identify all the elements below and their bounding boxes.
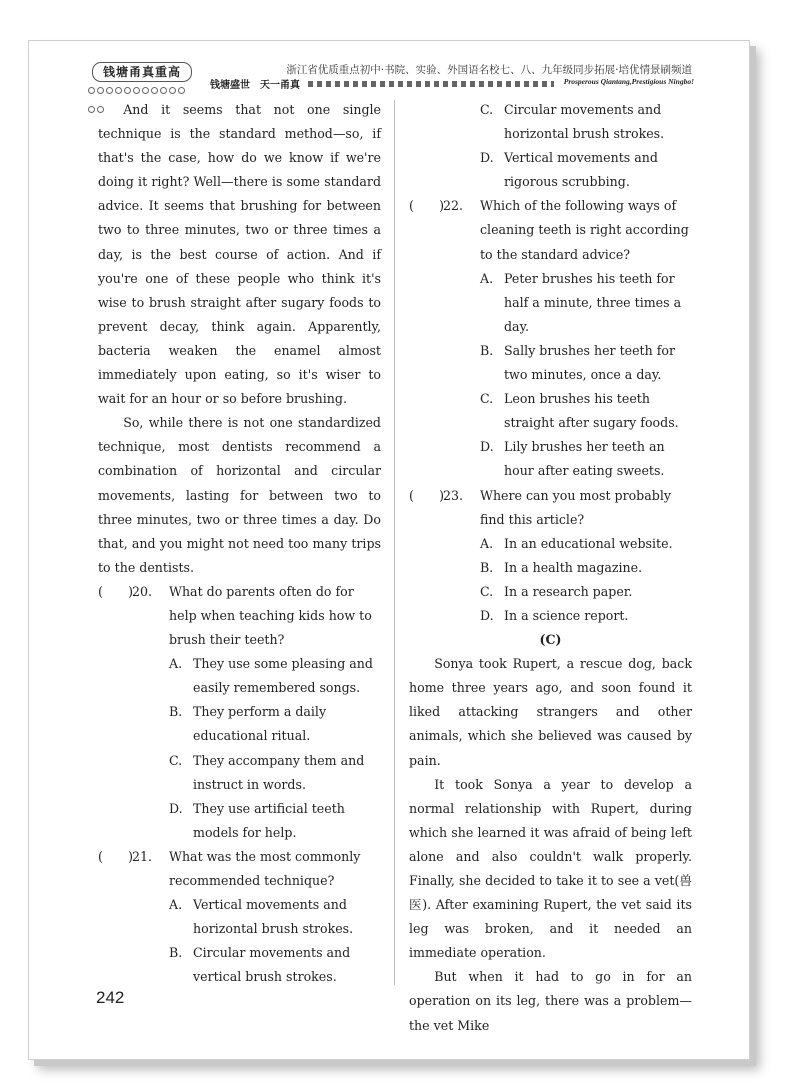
column-divider bbox=[394, 100, 395, 985]
option-text: In a science report. bbox=[504, 607, 629, 623]
option-text: In a research paper. bbox=[504, 583, 633, 599]
question-text: What do parents often do for help when teaching kids how to brush their teeth? bbox=[169, 583, 372, 648]
header-tagline: Prosperous Qiantang,Prestigious Ningbo! bbox=[563, 77, 694, 86]
option-letter: C. bbox=[480, 102, 494, 117]
option-text: Vertical movements and horizontal brush strokes. bbox=[193, 897, 354, 937]
option-letter: D. bbox=[169, 800, 183, 816]
option-text: They use some pleasing and easily remembered songs. bbox=[193, 656, 373, 696]
option bbox=[480, 435, 692, 483]
question-number: 22. bbox=[443, 198, 464, 214]
option bbox=[480, 604, 692, 628]
question-number: 23. bbox=[443, 487, 464, 503]
left-column bbox=[98, 98, 381, 989]
option bbox=[480, 532, 692, 556]
option-text: Vertical movements and rigorous scrubbing. bbox=[504, 150, 658, 190]
option bbox=[169, 893, 381, 941]
option bbox=[480, 339, 692, 387]
header-slogan: 钱塘盛世 天一甬真 bbox=[210, 80, 300, 91]
option bbox=[480, 267, 692, 339]
question-text: What was the most commonly recommended technique? bbox=[169, 848, 361, 888]
question-number: 21. bbox=[132, 848, 153, 864]
option bbox=[169, 749, 381, 797]
option-text: They perform a daily educational ritual. bbox=[193, 704, 327, 744]
question-22 bbox=[409, 194, 692, 266]
answer-blank[interactable]: ( ) bbox=[409, 198, 445, 214]
option-letter: A. bbox=[480, 535, 494, 551]
option-text: Leon brushes his teeth straight after sugary foods. bbox=[504, 391, 679, 431]
option-letter: A. bbox=[480, 270, 494, 286]
option-letter: D. bbox=[480, 150, 494, 166]
option-text: They use artificial teeth models for help. bbox=[193, 800, 345, 840]
option bbox=[480, 146, 692, 194]
option-letter: B. bbox=[169, 704, 183, 720]
option-letter: D. bbox=[480, 439, 494, 455]
option-letter: D. bbox=[480, 607, 494, 623]
brand-logo: 钱塘甬真重高 bbox=[92, 62, 192, 82]
option-letter: C. bbox=[480, 391, 494, 407]
question-20 bbox=[98, 580, 381, 652]
question-21 bbox=[98, 845, 381, 893]
answer-blank[interactable]: ( ) bbox=[409, 487, 445, 503]
question-23 bbox=[409, 484, 692, 532]
passage-paragraph: So, while there is not one standardized technique, most dentists recommend a combination of horizontal and circular movements, lasting for between two to three minutes, two or three times a day. Do that, and you might not need too many trips to the dentists. bbox=[98, 415, 381, 575]
page-number: 242 bbox=[96, 988, 125, 1007]
question-text: Where can you most probably find this article? bbox=[480, 487, 671, 527]
passage-paragraph: But when it had to go in for an operation on its leg, there was a problem—the vet Mike bbox=[409, 969, 692, 1033]
answer-blank[interactable]: ( ) bbox=[98, 583, 134, 599]
option-letter: B. bbox=[480, 342, 494, 358]
option bbox=[480, 580, 692, 604]
section-heading: (C) bbox=[539, 632, 562, 648]
passage-paragraph: Sonya took Rupert, a rescue dog, back home three years ago, and soon found it liked attacking strangers and other animals, which she believed was caused by pain. bbox=[409, 656, 692, 768]
passage-paragraph: And it seems that not one single technique is the standard method—so, if that's the case, how do we know if we're doing it right? Well—there is some standard advice. It seems that brushing for between two to three minutes, two or three times a day, is the best course of action. And if you're one of these people who think it's wise to brush straight after sugary foods to prevent decay, think again. Apparently, bacteria weaken the enamel almost immediately upon eating, so it's wiser to wait for an hour or so before brushing. bbox=[98, 102, 381, 407]
option-text: Peter brushes his teeth for half a minute, three times a day. bbox=[504, 270, 682, 334]
option-letter: C. bbox=[480, 583, 494, 599]
option bbox=[169, 652, 381, 700]
option-text: In a health magazine. bbox=[504, 559, 643, 575]
header-dots bbox=[88, 79, 192, 87]
option bbox=[169, 700, 381, 748]
option-letter: B. bbox=[169, 945, 183, 961]
header-title: 浙江省优质重点初中·书院、实验、外国语名校七、八、九年级同步拓展·培优情景刷频道 bbox=[286, 64, 692, 76]
passage-paragraph: It took Sonya a year to develop a normal relationship with Rupert, during which she learned it was afraid of being left alone and also couldn't walk properly. Finally, she decided to take it to see a vet(兽医). After examining Rupert, the vet said its leg was broken, and it needed an immediate operation. bbox=[409, 776, 692, 961]
option bbox=[480, 387, 692, 435]
option bbox=[169, 941, 381, 989]
option bbox=[480, 98, 692, 146]
option bbox=[480, 556, 692, 580]
answer-blank[interactable]: ( ) bbox=[98, 848, 134, 864]
question-text: Which of the following ways of cleaning teeth is right according to the standard advice? bbox=[480, 198, 689, 262]
question-number: 20. bbox=[132, 583, 153, 599]
option bbox=[169, 797, 381, 845]
right-column bbox=[409, 98, 692, 1038]
option-letter: B. bbox=[480, 559, 494, 575]
option-text: Sally brushes her teeth for two minutes, once a day. bbox=[504, 342, 675, 383]
option-text: In an educational website. bbox=[504, 535, 673, 551]
option-text: Lily brushes her teeth an hour after eating sweets. bbox=[504, 439, 665, 479]
option-letter: C. bbox=[169, 752, 183, 768]
option-text: They accompany them and instruct in words. bbox=[193, 752, 365, 792]
option-text: Circular movements and horizontal brush strokes. bbox=[504, 102, 665, 142]
header-dash-rule bbox=[308, 81, 554, 87]
option-letter: A. bbox=[169, 656, 183, 672]
option-text: Circular movements and vertical brush strokes. bbox=[193, 945, 351, 985]
option-letter: A. bbox=[169, 897, 183, 913]
